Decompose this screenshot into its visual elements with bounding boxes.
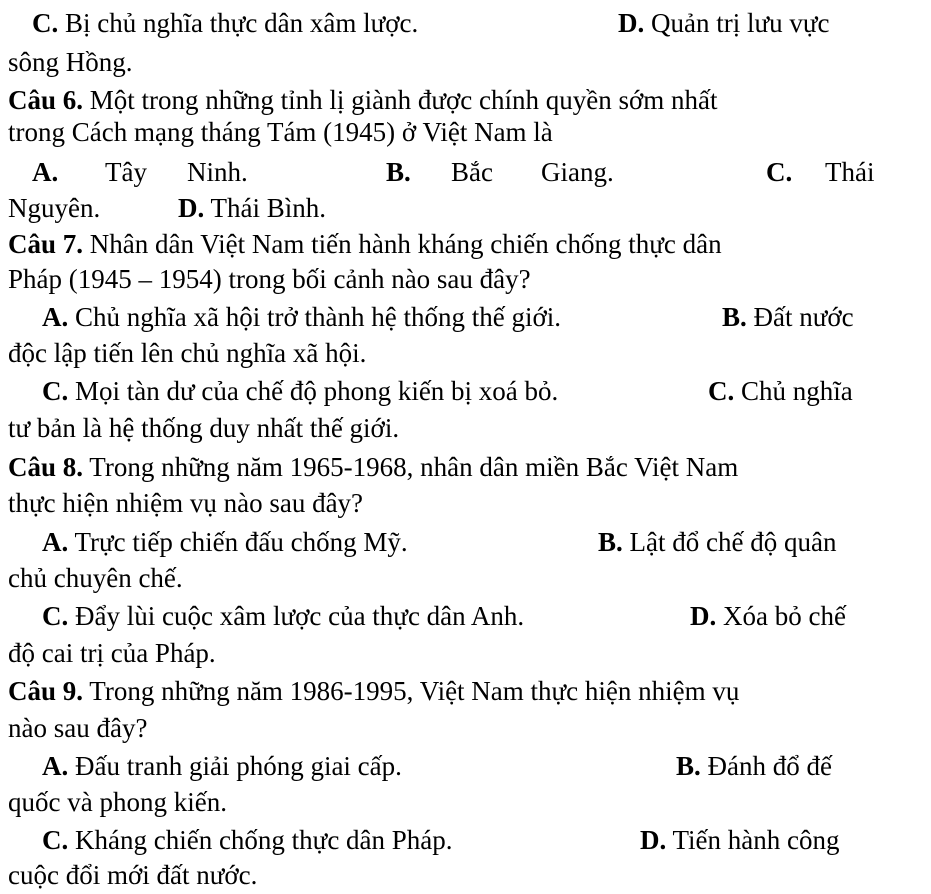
q9-label: Câu 9. — [8, 676, 84, 706]
q9-option-c: C. Kháng chiến chống thực dân Pháp. — [42, 825, 453, 855]
q5-option-d-cont: sông Hồng. — [8, 47, 133, 77]
q8-stem: Trong những năm 1965-1968, nhân dân miền Bắc Việt Nam — [89, 452, 739, 482]
q8-options-ab — [0, 525, 931, 559]
q6-stem-line-2: trong Cách mạng tháng Tám (1945) ở Việt Nam là — [8, 117, 553, 147]
q9-option-b-cont: quốc và phong kiến. — [8, 787, 227, 817]
q8-label: Câu 8. — [8, 452, 84, 482]
q6-options-abc — [0, 155, 931, 189]
q9-option-d-cont: cuộc đổi mới đất nước. — [8, 860, 258, 890]
q9-option-d: D. Tiến hành công — [640, 825, 840, 855]
q8-options-cd — [0, 599, 931, 633]
q6-stem: Một trong những tỉnh lị giành được chính quyền sớm nhất — [89, 85, 718, 115]
q9-option-b: B. Đánh đổ đế — [676, 751, 832, 781]
q7-option-c2-cont: tư bản là hệ thống duy nhất thế giới. — [8, 413, 400, 443]
q6-option-c-cont: Nguyên. — [8, 193, 101, 223]
q7-option-c2: C. Chủ nghĩa — [708, 376, 853, 406]
q9-stem: Trong những năm 1986-1995, Việt Nam thực hiện nhiệm vụ — [89, 676, 740, 706]
q8-option-b-cont: chủ chuyên chế. — [8, 563, 183, 593]
q6-option-c-letter: C. — [766, 157, 793, 187]
q6-option-a-w2: Ninh. — [187, 157, 248, 187]
q7-stem-line-2: Pháp (1945 – 1954) trong bối cảnh nào sau đây? — [8, 264, 531, 294]
q6-stem-line-1 — [0, 83, 931, 117]
q7-label: Câu 7. — [8, 229, 84, 259]
q6-label: Câu 6. — [8, 85, 84, 115]
q8-option-d: D. Xóa bỏ chế — [690, 601, 846, 631]
q6-option-d: D. Thái Bình. — [178, 193, 327, 223]
q9-options-ab — [0, 749, 931, 783]
q7-option-b: B. Đất nước — [722, 302, 854, 332]
q8-option-a: A. Trực tiếp chiến đấu chống Mỹ. — [42, 527, 408, 557]
q7-option-b-cont: độc lập tiến lên chủ nghĩa xã hội. — [8, 338, 367, 368]
q6-option-c-w1: Thái — [825, 157, 875, 187]
q6-options-cd — [0, 191, 931, 225]
q7-option-c1: C. Mọi tàn dư của chế độ phong kiến bị xoá bỏ. — [42, 376, 559, 406]
q8-option-c: C. Đẩy lùi cuộc xâm lược của thực dân Anh. — [42, 601, 525, 631]
q5-option-c: C. Bị chủ nghĩa thực dân xâm lược. — [32, 8, 419, 38]
q5-options-cd — [0, 6, 931, 40]
q6-option-b-w1: Bắc — [451, 157, 493, 187]
q8-stem-line-2: thực hiện nhiệm vụ nào sau đây? — [8, 488, 364, 518]
q6-option-a-letter: A. — [32, 157, 59, 187]
q8-option-d-cont: độ cai trị của Pháp. — [8, 638, 216, 668]
q7-options-ab — [0, 300, 931, 334]
q6-option-a-w1: Tây — [105, 157, 147, 187]
q9-option-a: A. Đấu tranh giải phóng giai cấp. — [42, 751, 402, 781]
q9-stem-line-1 — [0, 674, 931, 708]
q6-option-b-letter: B. — [386, 157, 411, 187]
q7-option-a: A. Chủ nghĩa xã hội trở thành hệ thống thế giới. — [42, 302, 561, 332]
q9-options-cd — [0, 823, 931, 857]
q9-stem-line-2: nào sau đây? — [8, 713, 148, 743]
q7-stem-line-1 — [0, 227, 931, 261]
q7-options-cc — [0, 374, 931, 408]
q8-stem-line-1 — [0, 450, 931, 484]
q6-option-b-w2: Giang. — [541, 157, 614, 187]
q8-option-b: B. Lật đổ chế độ quân — [598, 527, 837, 557]
q5-option-d: D. Quản trị lưu vực — [618, 8, 830, 38]
q7-stem: Nhân dân Việt Nam tiến hành kháng chiến chống thực dân — [89, 229, 722, 259]
